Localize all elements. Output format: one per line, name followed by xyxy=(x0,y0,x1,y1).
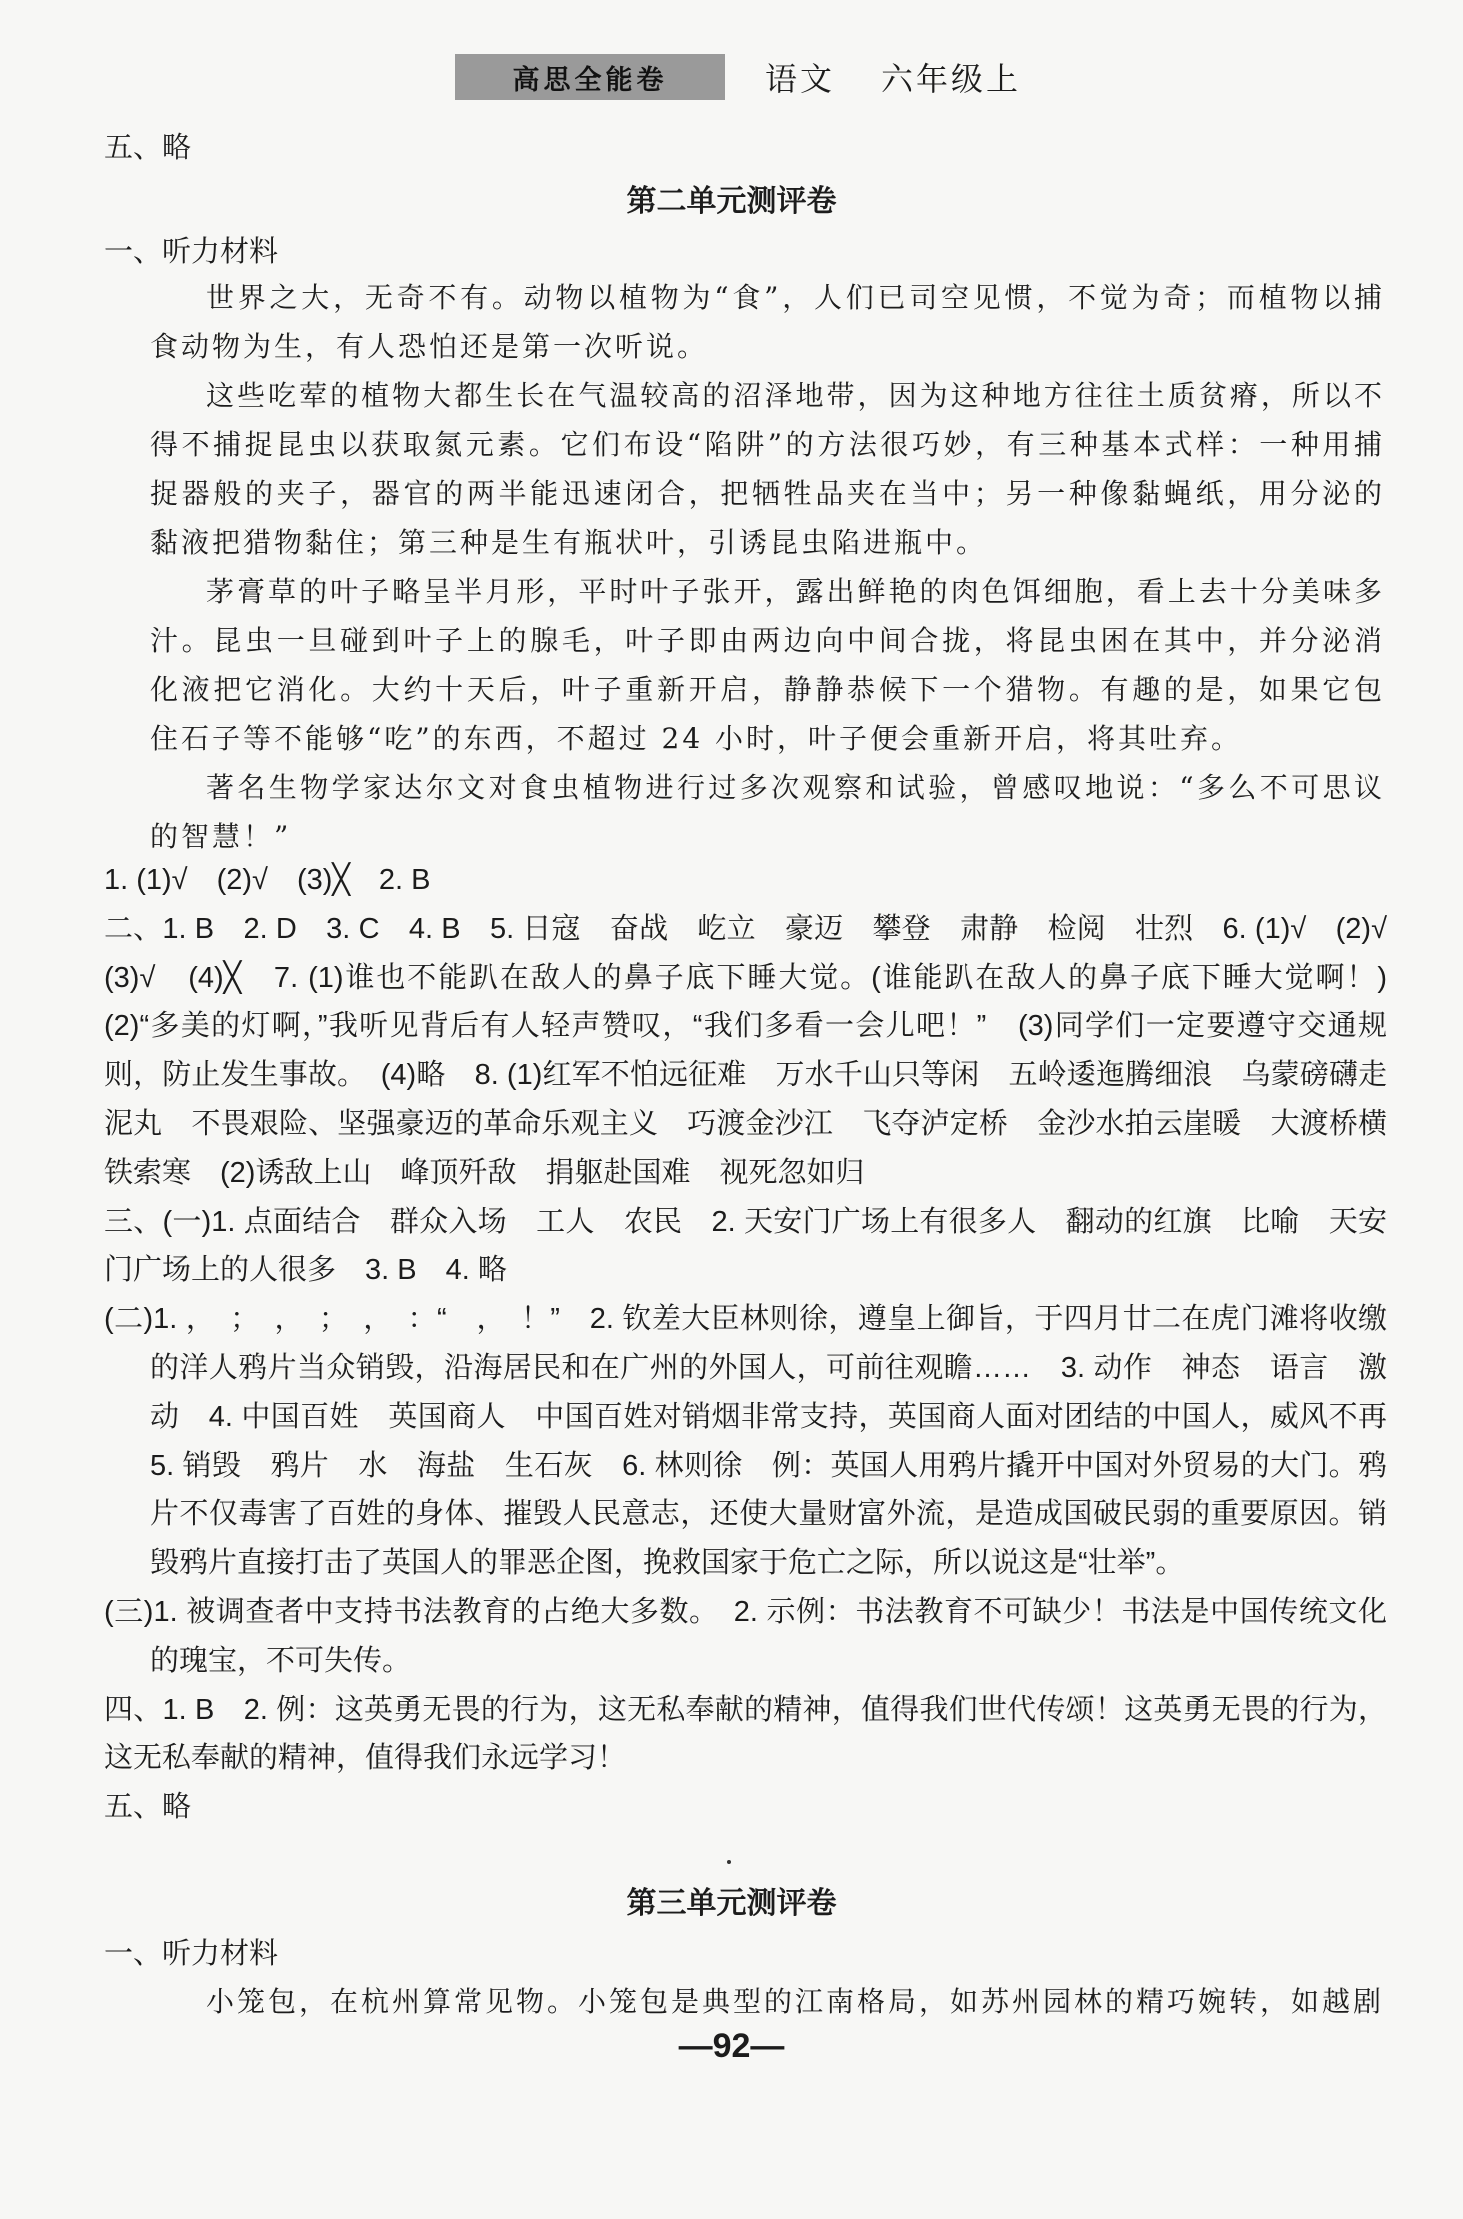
unit3-listening-text xyxy=(150,1977,1385,2026)
page-header xyxy=(455,52,1021,102)
answer-part-3b: (二)1. ， ； ， ； ， ：“ ， ！” 2. 钦差大臣林则徐，遵皇上御旨，于四月廿二在虎门滩将收缴的洋人鸦片当众销毁，沿海居民和在广州的外国人，可前往观瞻…… 3. 动作 神态 语言 激动 4. 中国百姓 英国商人 中国百姓对销烟非常支持，英国商人面对团结的中国人，威风不再 5. 销毁 鸦片 水 海盐 生石灰 6. 林则徐 例：英国人用鸦片撬开中国对外贸易的大门。鸦片不仅毒害了百姓的身体、摧毁人民意志，还使大量财富外流，是造成国破民弱的重要原因。销毁鸦片直接打击了英国人的罪恶企图，挽救国家于危亡之际，所以说这是“壮举”。 xyxy=(104,1303,1417,1580)
answer-part-2: 二、1. B 2. D 3. C 4. B 5. 日寇 奋战 屹立 豪迈 攀登 肃静 检阅 壮烈 6. (1)√ (2)√ (3)√ (4)╳ 7. (1)谁也不能趴在敌人的鼻子底下睡大觉。(谁能趴在敌人的鼻子底下睡大觉啊！) (2)“多美的灯啊，”我听见背后有人轻声赞叹，“我们多看一会儿吧！” (3)同学们一定要遵守交通规则，防止发生事故。 (4)略 8. (1)红军不怕远征难 万水千山只等闲 五岭逶迤腾细浪 乌蒙磅礴走泥丸 不畏艰险、坚强豪迈的革命乐观主义 巧渡金沙江 飞夺泸定桥 金沙水拍云崖暖 大渡桥横铁索寒 (2)诱敌上山 峰顶歼敌 捐躯赴国难 视死忽如归 xyxy=(104,912,1417,1189)
answer-part-5: 五、略 xyxy=(104,1791,192,1824)
grade-label: 六年级上 xyxy=(881,60,1022,98)
listening-paragraph: 茅膏草的叶子略呈半月形，平时叶子张开，露出鲜艳的肉色饵细胞，看上去十分美味多汁。昆虫一旦碰到叶子上的腺毛，叶子即由两边向中间合拢，将昆虫困在其中，并分泌消化液把它消化。大约十天后，叶子重新开启，静静恭候下一个猎物。有趣的是，如果它包住石子等不能够“吃”的东西，不超过 24 小时，叶子便会重新开启，将其吐弃。 xyxy=(150,575,1385,755)
unit2-listening-label: 一、听力材料 xyxy=(104,234,279,268)
unit2-title: 第二单元测评卷 xyxy=(626,184,837,219)
unit2-answers xyxy=(104,856,1417,1832)
answer-part-3a: 三、(一)1. 点面结合 群众入场 工人 农民 2. 天安门广场上有很多人 翻动的红旗 比喻 天安门广场上的人很多 3. B 4. 略 xyxy=(104,1205,1387,1287)
speck-mark xyxy=(727,1860,731,1864)
answer-part-1: 1. (1)√ (2)√ (3)╳ 2. B xyxy=(104,864,431,896)
listening-paragraph: 著名生物学家达尔文对食虫植物进行过多次观察和试验，曾感叹地说：“多么不可思议的智慧！” xyxy=(150,771,1385,853)
listening-paragraph: 这些吃荤的植物大都生长在气温较高的沼泽地带，因为这种地方往往土质贫瘠，所以不得不捕捉昆虫以获取氮元素。它们布设“陷阱”的方法很巧妙，有三种基本式样：一种用捕捉器般的夹子，器官的两半能迅速闭合，把牺牲品夹在当中；另一种像黏蝇纸，用分泌的黏液把猎物黏住；第三种是生有瓶状叶，引诱昆虫陷进瓶中。 xyxy=(150,379,1385,559)
section-five-top: 五、略 xyxy=(104,130,192,164)
listening-paragraph: 小笼包，在杭州算常见物。小笼包是典型的江南格局，如苏州园林的精巧婉转，如越剧 xyxy=(206,1985,1385,2018)
answer-part-3c: (三)1. 被调查者中支持书法教育的占绝大多数。 2. 示例：书法教育不可缺少！书法是中国传统文化的瑰宝，不可失传。 xyxy=(104,1595,1387,1677)
unit3-listening-label: 一、听力材料 xyxy=(104,1936,279,1970)
page-number: —92— xyxy=(678,2027,785,2065)
unit2-listening-text xyxy=(150,273,1385,861)
series-badge: 高思全能卷 xyxy=(455,54,725,100)
listening-paragraph: 世界之大，无奇不有。动物以植物为“食”，人们已司空见惯，不觉为奇；而植物以捕食动物为生，有人恐怕还是第一次听说。 xyxy=(150,281,1385,363)
answer-part-4: 四、1. B 2. 例：这英勇无畏的行为，这无私奉献的精神，值得我们世代传颂！这英勇无畏的行为，这无私奉献的精神，值得我们永远学习！ xyxy=(104,1693,1387,1775)
subject-label: 语文 xyxy=(765,60,836,98)
unit3-title: 第三单元测评卷 xyxy=(626,1886,837,1921)
